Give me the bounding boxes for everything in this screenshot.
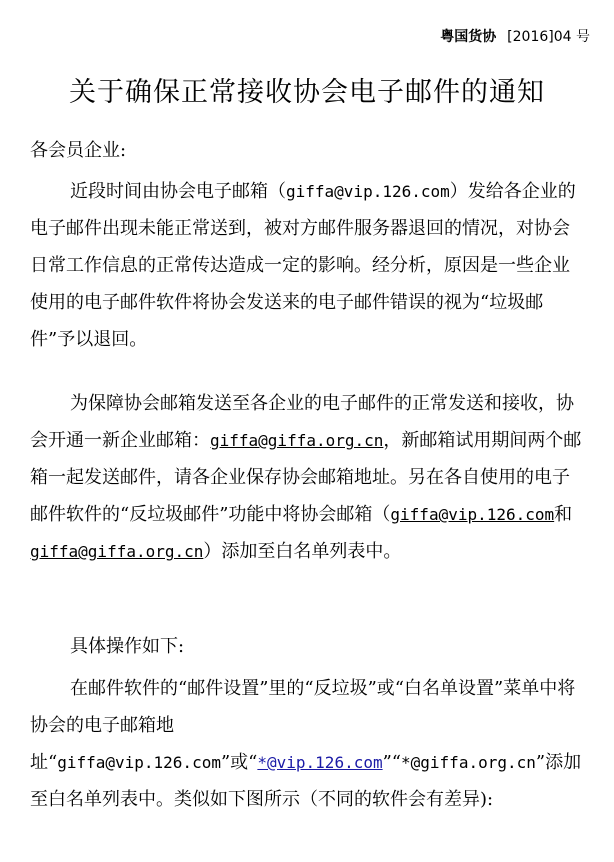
para4-text-c: ”“ [382, 752, 402, 773]
old-email-address-2: giffa@vip.126.com [57, 753, 221, 772]
wildcard-giffa-address: *@giffa.org.cn [401, 753, 536, 772]
para2-text-b: ，新邮箱试用期间两个邮箱一起发送邮件，请各企业保存协会邮箱地址。另在各自使用的电子邮件软件的“反垃圾邮件”功能中将协会邮箱（ [30, 430, 582, 525]
notice-title: 关于确保正常接收协会电子邮件的通知 [69, 77, 545, 108]
para4-text-d: ”添加至白名单列表中。类似如下图所示（不同的软件会有差异): [30, 752, 582, 810]
para4-text-a: 在邮件软件的“邮件设置”里的“反垃圾”或“白名单设置”菜单中将协会的电子邮箱地址“ [30, 678, 576, 773]
para4-text-b: ”或“ [220, 752, 258, 773]
new-email-link-2[interactable]: giffa@giffa.org.cn [30, 542, 204, 561]
para1-text-b: ）发给各企业的电子邮件出现未能正常送到，被对方邮件服务器退回的情况，对协会日常工作信息的正常传达造成一定的影响。经分析，原因是一些企业使用的电子邮件软件将协会发送来的电子邮件错误的视为“垃圾邮件”予以退回。 [30, 181, 576, 350]
issuer-label: 粤国货协 [440, 29, 497, 45]
steps-heading: 具体操作如下: [70, 636, 185, 657]
para1-text-a: 近段时间由协会电子邮箱（ [70, 181, 286, 202]
old-email-address: giffa@vip.126.com [286, 182, 450, 201]
old-email-link[interactable]: giffa@vip.126.com [390, 505, 555, 524]
document-number [440, 26, 590, 46]
new-email-link[interactable]: giffa@giffa.org.cn [210, 431, 384, 450]
salutation: 各会员企业: [30, 140, 127, 161]
para2-text-c: 和 [554, 504, 573, 525]
paragraph-background [30, 173, 584, 358]
para2-text-d: ）添加至白名单列表中。 [203, 541, 402, 562]
paragraph-new-mailbox [30, 385, 584, 570]
paragraph-instructions [30, 670, 584, 818]
para2-text-a: 为保障协会邮箱发送至各企业的电子邮件的正常发送和接收，协会开通一新企业邮箱： [30, 393, 574, 451]
paragraph-steps-heading [30, 628, 584, 665]
issue-number: [2016]04 号 [507, 29, 590, 45]
wildcard-vip-link[interactable]: *@vip.126.com [257, 753, 383, 772]
